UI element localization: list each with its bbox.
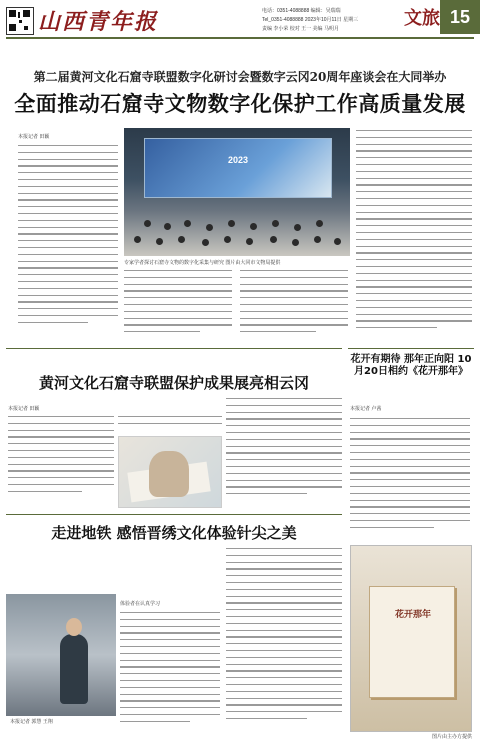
lead-headline: 全面推动石窟寺文物数字化保护工作高质量发展 [14, 92, 466, 116]
stage-screen [144, 138, 332, 198]
story2-body-col1 [8, 416, 114, 508]
story4-image-caption: 体验者在认真学习 [120, 601, 161, 607]
lead-kicker: 第二届黄河文化石窟寺联盟数字化研讨会暨数字云冈20周年座谈会在大同举办 [33, 70, 447, 84]
story2-headline: 黄河文化石窟寺联盟保护成果展亮相云冈 [38, 374, 309, 392]
book-cover [369, 586, 455, 698]
story4-headline: 走进地铁 感悟晋绣文化体验针尖之美 [51, 524, 297, 542]
story4-rule [6, 514, 342, 515]
story2-body-col3 [226, 398, 342, 508]
story2-body-col2a [118, 416, 222, 434]
masthead-meta-1: 电话：0351-4088888 编辑：吴瑞瑞 [262, 8, 341, 14]
lead-body-col1 [18, 145, 118, 335]
masthead-rule [6, 37, 474, 39]
story2-rule [6, 348, 342, 349]
story3-headline: 花开有期待 那年正向阳 10月20日相约《花开那年》 [350, 354, 472, 377]
section-name: 文旅 [404, 8, 440, 29]
story4-body-col2 [226, 548, 342, 732]
lead-body-col2 [124, 270, 232, 342]
qr-code [6, 7, 34, 35]
story2-byline: 本报记者 田颖 [8, 406, 40, 412]
lead-body-col4 [356, 130, 472, 342]
story2-image [118, 436, 222, 508]
lead-photo [124, 128, 350, 256]
lead-body-col3 [240, 270, 348, 342]
newspaper-masthead: 山西青年报 [38, 9, 159, 35]
stage-screen-text: 2023 [227, 155, 249, 165]
story3-image [350, 545, 472, 732]
story4-body-col1 [120, 612, 220, 730]
masthead-meta-3: 责编 李小荣 校对 王一 美编 马明月 [262, 26, 339, 32]
story4-image [6, 594, 116, 716]
lead-byline: 本报记者 田颖 [18, 134, 50, 140]
lead-photo-caption: 专家学者探讨石窟寺文物的数字化采集与研究 图片由大同市文物局提供 [124, 260, 281, 266]
story3-byline: 本报记者 卢茜 [350, 406, 382, 412]
story3-rule [348, 348, 474, 349]
masthead-meta-2: Tel_0351-4088888 2023年10月11日 星期三 [262, 17, 359, 23]
book-cover-title: 花开那年 [394, 610, 431, 620]
page-number: 15 [440, 0, 480, 34]
story3-caption: 图片由主办方提供 [432, 734, 473, 740]
story4-byline: 本报记者 郭慧 王翔 [10, 719, 53, 725]
story3-body [350, 418, 470, 542]
